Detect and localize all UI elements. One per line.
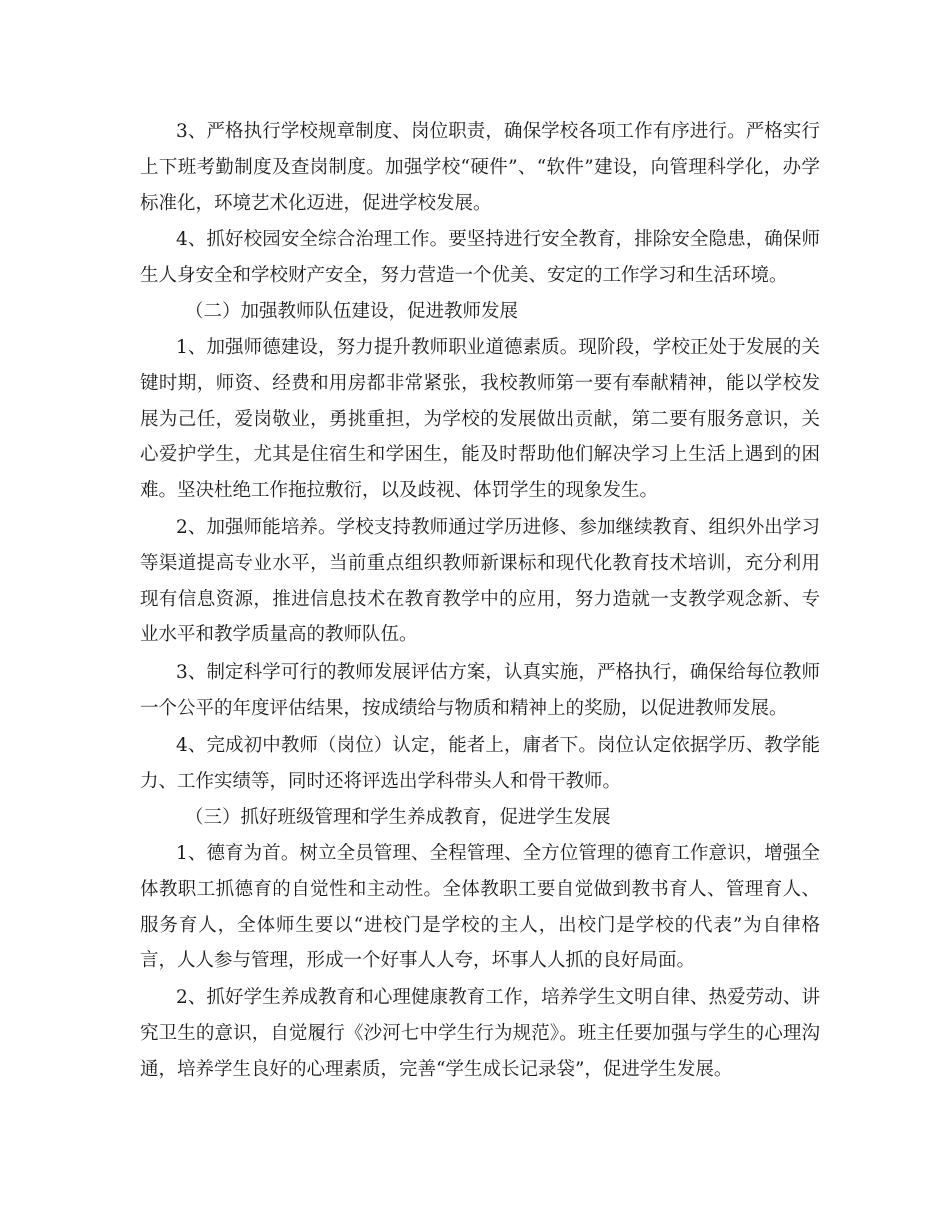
paragraph-campus-safety: 4、抓好校园安全综合治理工作。要坚持进行安全教育，排除安全隐患，确保师生人身安全和学校财产安全，努力营造一个优美、安定的工作学习和生活环境。	[140, 229, 820, 286]
paragraph-teacher-certification: 4、完成初中教师（岗位）认定，能者上，庸者下。岗位认定依据学历、教学能力、工作实绩等，同时还将评选出学科带头人和骨干教师。	[140, 735, 820, 792]
section-heading-teachers: （二）加强教师队伍建设，促进教师发展	[185, 301, 519, 322]
paragraph-teacher-evaluation: 3、制定科学可行的教师发展评估方案，认真实施，严格执行，确保给每位教师一个公平的年度评估结果，按成绩给与物质和精神上的奖励，以促进教师发展。	[140, 662, 820, 719]
paragraph-teacher-training: 2、加强师能培养。学校支持教师通过学历进修、参加继续教育、组织外出学习等渠道提高专业水平，当前重点组织教师新课标和现代化教育技术培训，充分利用现有信息资源，推进信息技术在教育教学中的应用，努力造就一支教学观念新、专业水平和教学质量高的教师队伍。	[140, 517, 820, 646]
paragraph-school-rules: 3、严格执行学校规章制度、岗位职责，确保学校各项工作有序进行。严格实行上下班考勤制度及查岗制度。加强学校“硬件”、“软件”建设，向管理科学化，办学标准化，环境艺术化迈进，促进学校发展。	[140, 121, 820, 214]
paragraph-moral-education: 1、德育为首。树立全员管理、全程管理、全方位管理的德育工作意识，增强全体教职工抓德育的自觉性和主动性。全体教职工要自觉做到教书育人、管理育人、服务育人，全体师生要以“进校门是学校的主人，出校门是学校的代表”为自律格言，人人参与管理，形成一个好事人人夸，坏事人人抓的良好局面。	[140, 843, 820, 972]
section-heading-students: （三）抓好班级管理和学生养成教育，促进学生发展	[185, 807, 611, 828]
paragraph-teacher-ethics: 1、加强师德建设，努力提升教师职业道德素质。现阶段，学校正处于发展的关键时期，师资、经费和用房都非常紧张，我校教师第一要有奉献精神，能以学校发展为己任，爱岗敬业，勇挑重担，为学校的发展做出贡献，第二要有服务意识，关心爱护学生，尤其是住宿生和学困生，能及时帮助他们解决学习上生活上遇到的困难。坚决杜绝工作拖拉敷衍，以及歧视、体罚学生的现象发生。	[140, 337, 820, 502]
paragraph-student-habits: 2、抓好学生养成教育和心理健康教育工作，培养学生文明自律、热爱劳动、讲究卫生的意识，自觉履行《沙河七中学生行为规范》。班主任要加强与学生的心理沟通，培养学生良好的心理素质，完善“学生成长记录袋”，促进学生发展。	[140, 987, 820, 1080]
